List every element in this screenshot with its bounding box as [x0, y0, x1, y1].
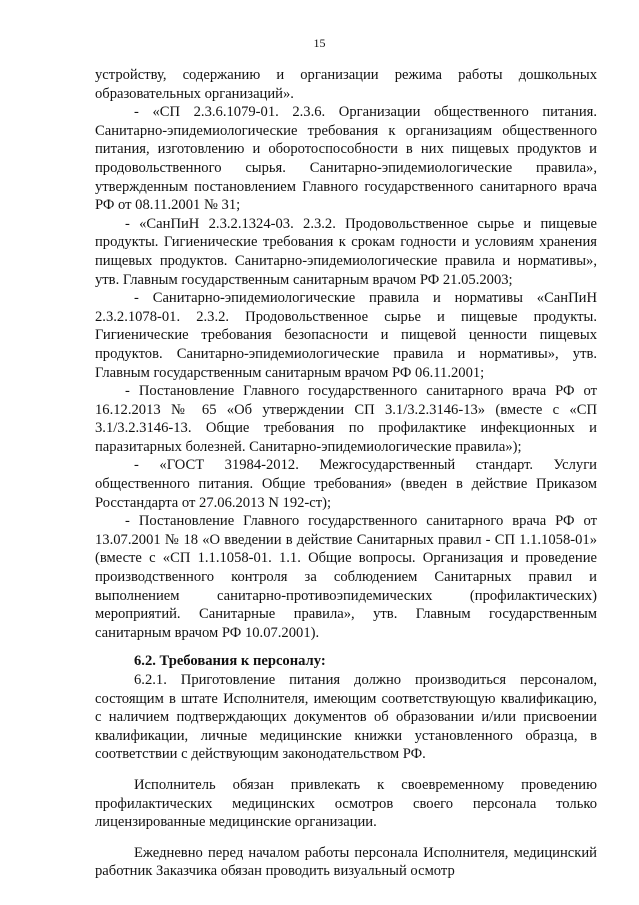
- section-heading: 6.2. Требования к персоналу:: [134, 653, 326, 670]
- list-item: - Постановление Главного государственного санитарного врача РФ от 13.07.2001 № 18 «О введении в действие Санитарных правил - СП 1.1.1058-01» (вместе с «СП 1.1.1058-01. 1.1. Общие вопросы. Организация и проведение производственного контроля за соблюдением Санитарных правил и выполнением санитарно-противоэпидемических (профилактических) мероприятий. Санитарные правила», утв. Главным государственным санитарным врачом РФ 10.07.2001).: [95, 513, 597, 641]
- paragraph: Исполнитель обязан привлекать к своевременному проведению профилактических медицинских осмотров своего персонала только лицензированные медицинские организации.: [95, 776, 597, 831]
- list-item: - «СП 2.3.6.1079-01. 2.3.6. Организации общественного питания. Санитарно-эпидемиологические требования к организациям общественного питания, изготовлению и оборотоспособности в них пищевых продуктов и продовольственного сырья. Санитарно-эпидемиологические правила», утвержденным постановлением Главного государственного санитарного врача РФ от 08.11.2001 № 31;: [95, 104, 597, 214]
- list-item: - «ГОСТ 31984-2012. Межгосударственный стандарт. Услуги общественного питания. Общие требования» (введен в действие Приказом Росстандарта от 27.06.2013 N 192-ст);: [95, 457, 597, 511]
- paragraph: устройству, содержанию и организации режима работы дошкольных образовательных организаций».: [95, 67, 597, 102]
- paragraph: Ежедневно перед началом работы персонала Исполнителя, медицинский работник Заказчика обязан проводить визуальный осмотр: [95, 844, 597, 880]
- list-item: - Санитарно-эпидемиологические правила и нормативы «СанПиН 2.3.2.1078-01. 2.3.2. Продовольственное сырье и пищевые продукты. Гигиенические требования безопасности и пищевой ценности пищевых продуктов. Санитарно-эпидемиологические правила и нормативы», утв. Главным государственным санитарным врачом РФ 06.11.2001;: [95, 290, 597, 381]
- list-item: - Постановление Главного государственного санитарного врача РФ от 16.12.2013 № 65 «Об утверждении СП 3.1/3.2.3146-13» (вместе с «СП 3.1/3.2.3146-13. Общие требования по профилактике инфекционных и паразитарных болезней. Санитарно-эпидемиологические правила»);: [95, 383, 597, 455]
- list-item: - «СанПиН 2.3.2.1324-03. 2.3.2. Продовольственное сырье и пищевые продукты. Гигиенические требования к срокам годности и условиям хранения пищевых продуктов. Санитарно-эпидемиологические правила и нормативы», утв. Главным государственным санитарным врачом РФ 21.05.2003;: [95, 215, 597, 288]
- paragraph: 6.2.1. Приготовление питания должно производиться персоналом, состоящим в штате Исполнителя, имеющим соответствующую квалификацию, с наличием подтверждающих документов об образовании и/или присвоении квалификации, личные медицинские книжки установленного образца, в соответствии с действующим законодательством РФ.: [95, 672, 597, 763]
- page-number: 15: [313, 36, 326, 50]
- document-body: [95, 66, 597, 881]
